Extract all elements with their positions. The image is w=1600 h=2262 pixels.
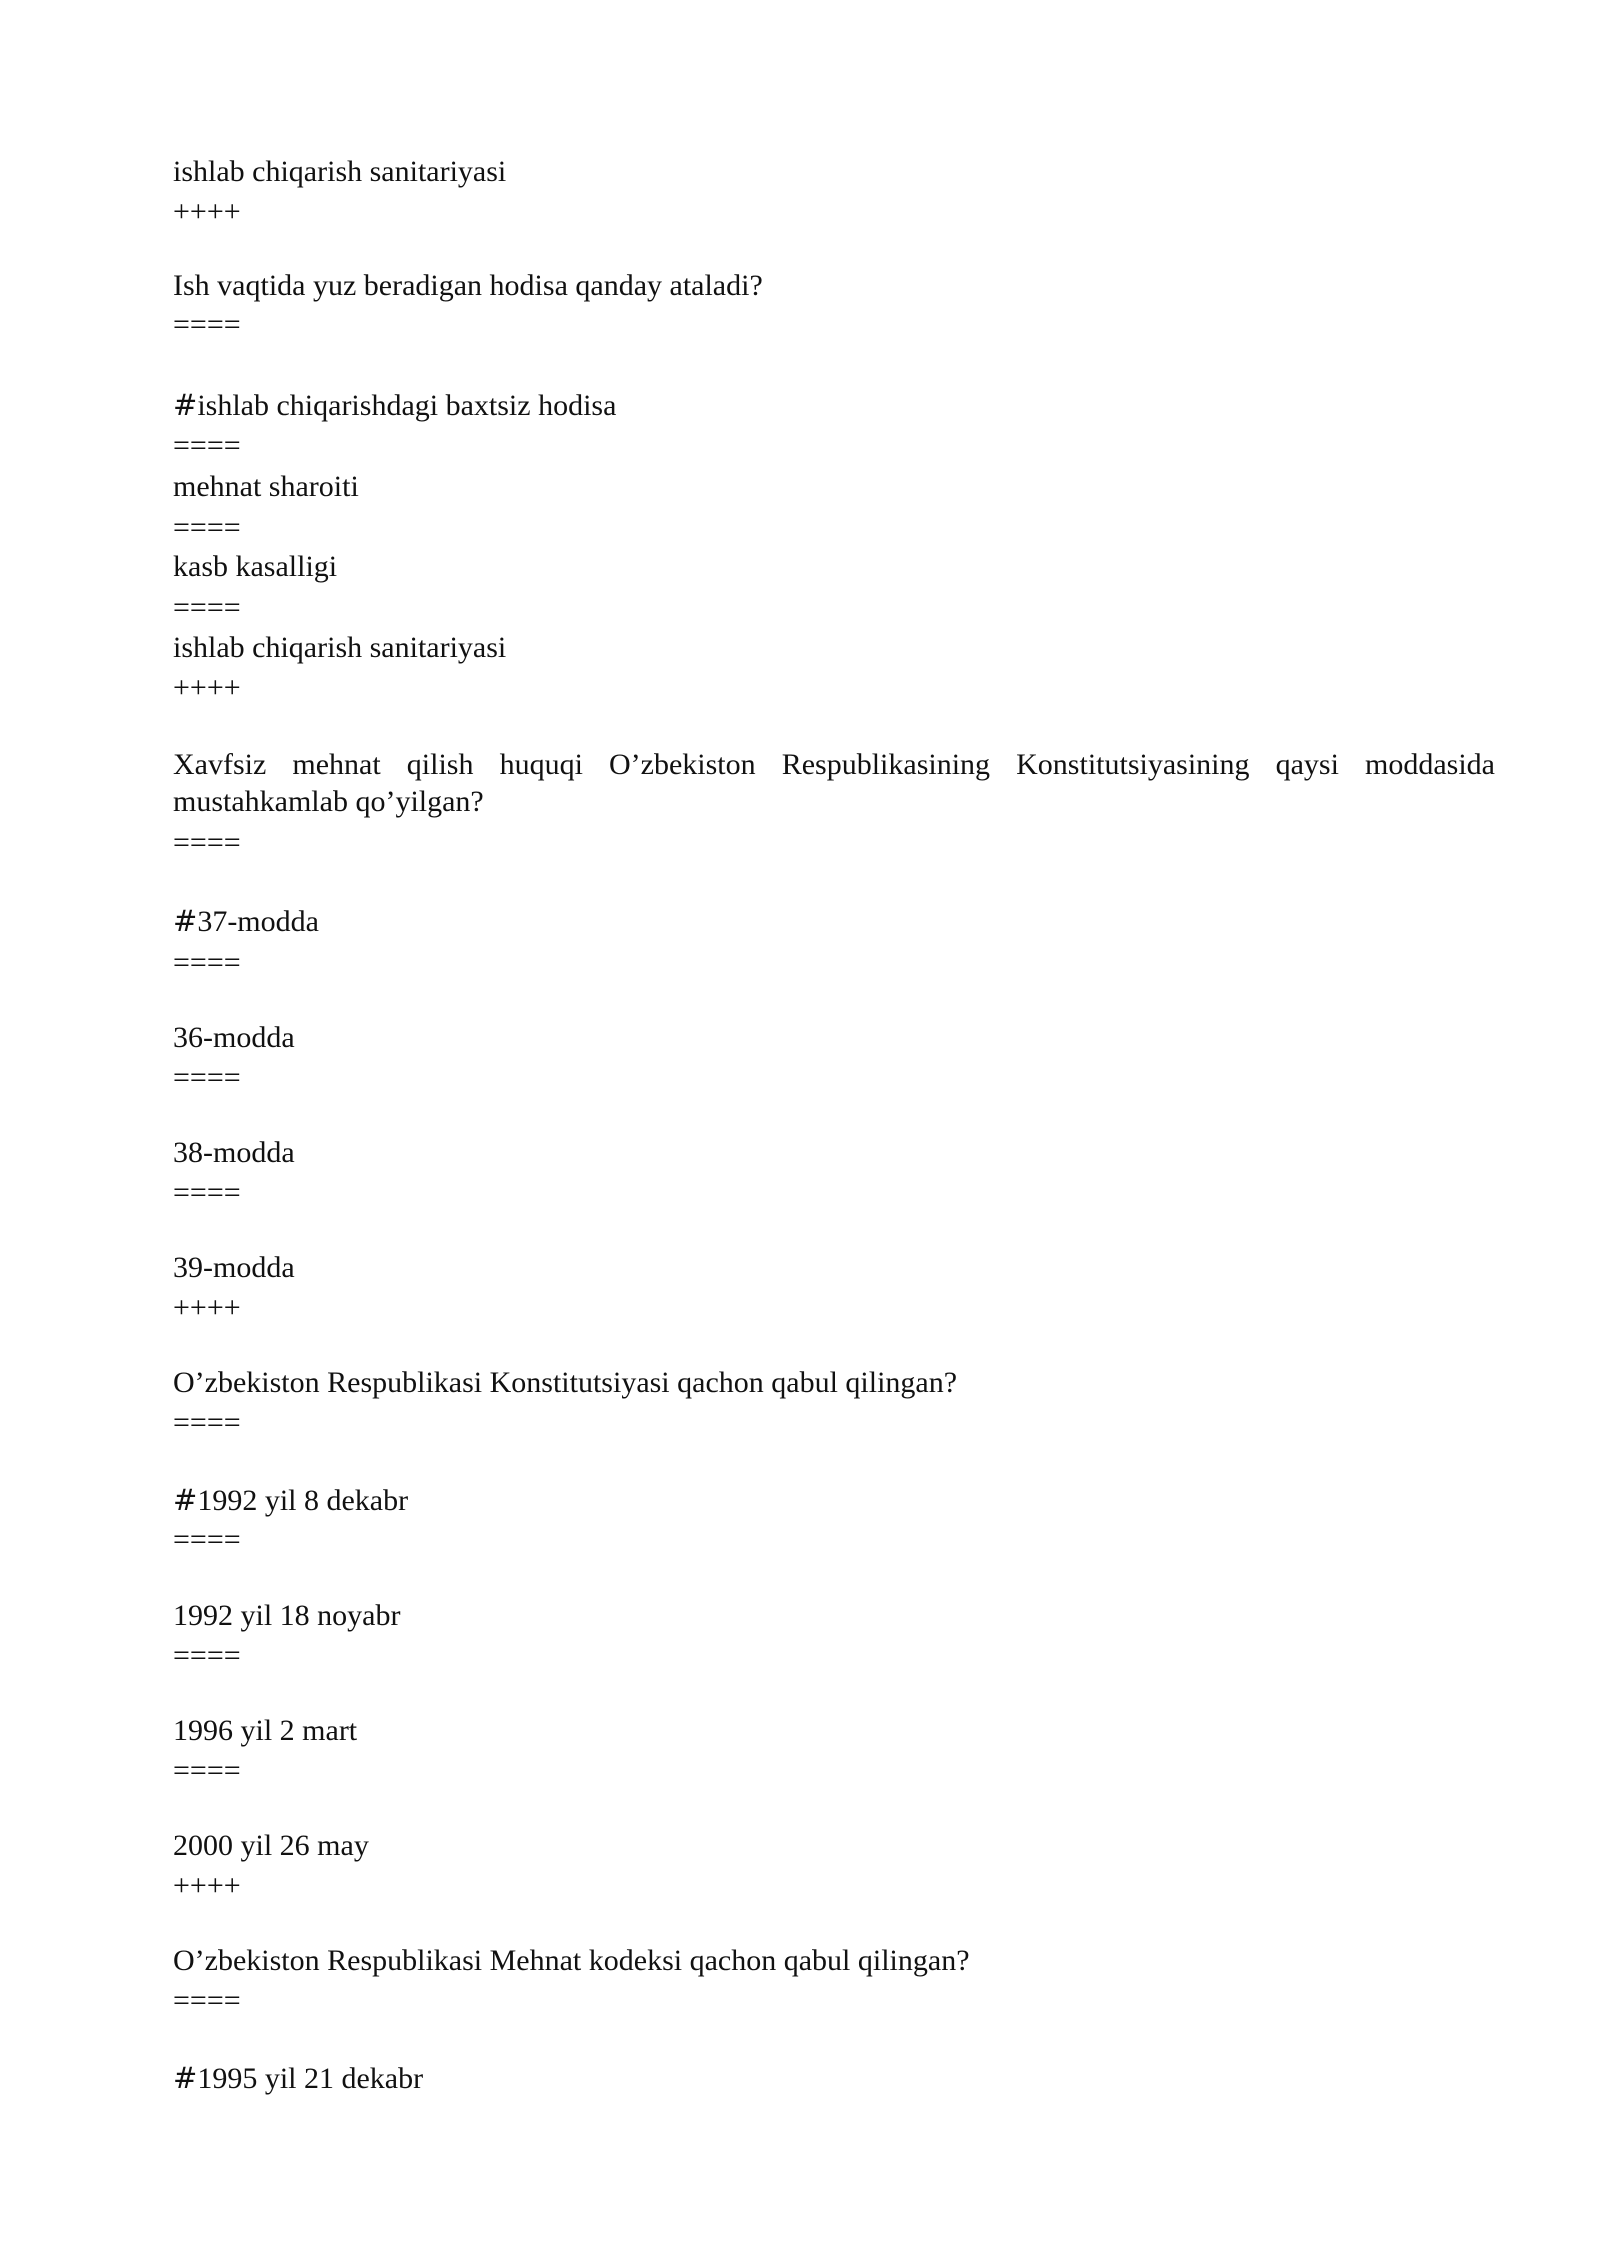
correct-answer-text: 37-modda	[197, 905, 319, 938]
question-text: O’zbekiston Respublikasi Mehnat kodeksi qachon qabul qilingan?	[173, 1944, 970, 1977]
answer-separator: ====	[173, 826, 241, 859]
answer-separator: ====	[173, 1176, 241, 1209]
answer-option: 1996 yil 2 mart	[173, 1714, 358, 1747]
block-separator: ++++	[173, 1869, 241, 1902]
correct-marker: #	[173, 904, 198, 938]
correct-answer	[173, 1482, 408, 1519]
answer-separator: ====	[173, 946, 241, 979]
answer-option: ishlab chiqarish sanitariyasi	[173, 155, 507, 188]
answer-separator: ====	[173, 1639, 241, 1672]
answer-separator: ====	[173, 591, 241, 624]
block-separator: ++++	[173, 671, 241, 704]
answer-separator: ====	[173, 1754, 241, 1787]
block-separator: ++++	[173, 195, 241, 228]
answer-option: kasb kasalligi	[173, 550, 338, 583]
answer-option: 2000 yil 26 may	[173, 1829, 369, 1862]
answer-option: ishlab chiqarish sanitariyasi	[173, 631, 507, 664]
correct-answer	[173, 2060, 423, 2097]
correct-answer	[173, 387, 616, 424]
answer-separator: ====	[173, 1523, 241, 1556]
correct-marker: #	[173, 2061, 198, 2095]
correct-marker: #	[173, 388, 198, 422]
question-text: Ish vaqtida yuz beradigan hodisa qanday ataladi?	[173, 269, 763, 302]
question-text: Xavfsiz mehnat qilish huquqi O’zbekiston Respublikasining Konstitutsiyasining qaysi moddasida mustahkamlab qo’yilgan?	[173, 748, 1495, 818]
answer-separator: ====	[173, 1984, 241, 2017]
answer-separator: ====	[173, 1406, 241, 1439]
answer-option: 39-modda	[173, 1251, 295, 1284]
correct-answer-text: 1992 yil 8 dekabr	[197, 1484, 409, 1517]
answer-option: mehnat sharoiti	[173, 470, 359, 503]
answer-option: 38-modda	[173, 1136, 295, 1169]
answer-separator: ====	[173, 429, 241, 462]
block-separator: ++++	[173, 1291, 241, 1324]
correct-answer-text: ishlab chiqarishdagi baxtsiz hodisa	[197, 389, 617, 422]
correct-answer-text: 1995 yil 21 dekabr	[197, 2062, 424, 2095]
correct-answer	[173, 903, 319, 940]
question-text: O’zbekiston Respublikasi Konstitutsiyasi qachon qabul qilingan?	[173, 1366, 958, 1399]
answer-separator: ====	[173, 1061, 241, 1094]
answer-separator: ====	[173, 308, 241, 341]
answer-option: 1992 yil 18 noyabr	[173, 1599, 401, 1632]
answer-separator: ====	[173, 511, 241, 544]
correct-marker: #	[173, 1483, 198, 1517]
answer-option: 36-modda	[173, 1021, 295, 1054]
